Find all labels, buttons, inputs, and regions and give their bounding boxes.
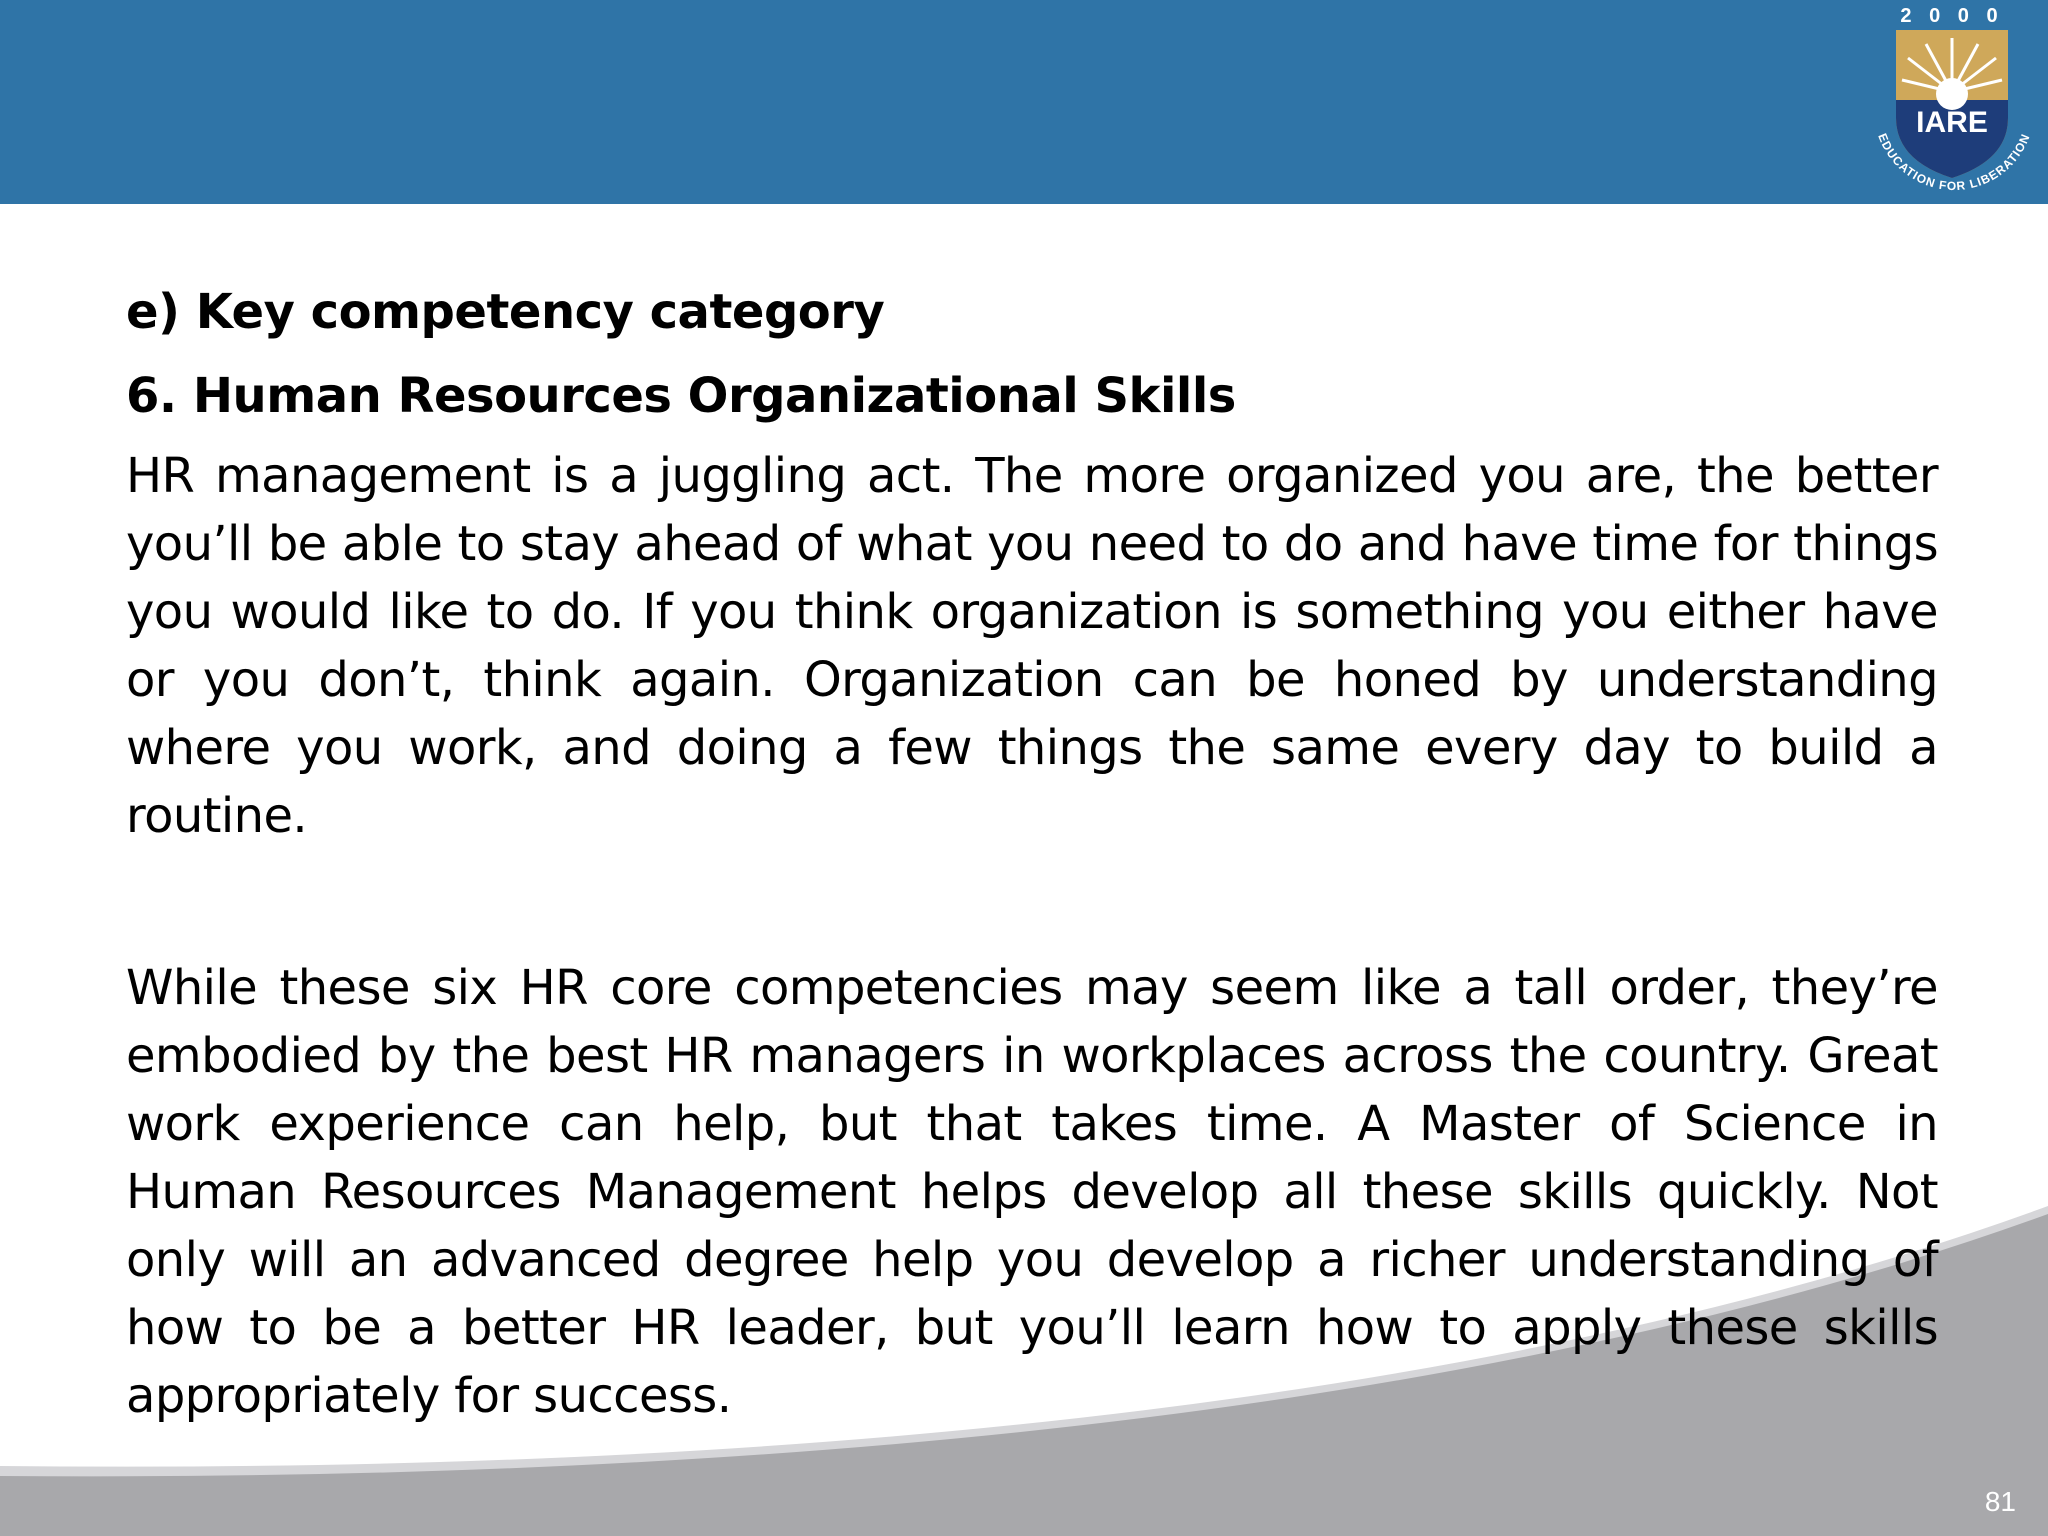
logo-year: 2 0 0 0	[1900, 5, 2004, 27]
paragraph-organizational-skills: HR management is a juggling act. The more organized you are, the better you’ll be able to stay ahead of what you need to do and have time for things you would like to do. If you think organization is something you either have or you don’t, think again. Organization can be honed by understanding where you work, and doing a few things the same every day to build a routine.	[126, 448, 1938, 844]
section-heading: e) Key competency category	[126, 284, 885, 340]
slide-content	[126, 284, 1938, 1430]
logo-name: IARE	[1916, 106, 1988, 139]
paragraph-conclusion: While these six HR core competencies may seem like a tall order, they’re embodied by the best HR managers in workplaces across the country. Great work experience can help, but that takes time. A Master of Science in Human Resources Management helps develop all these skills quickly. Not only will an advanced degree help you develop a richer understanding of how to be a better HR leader, but you’ll learn how to apply these skills appropriately for success.	[126, 960, 1938, 1424]
logo-tagline: EDUCATION FOR LIBERATION	[1875, 131, 2033, 194]
page-number: 81	[1984, 1486, 2016, 1517]
top-banner	[0, 0, 2048, 204]
iare-logo	[1856, 0, 2048, 204]
iare-logo-graphic	[1856, 0, 2048, 204]
subsection-heading: 6. Human Resources Organizational Skills	[126, 368, 1236, 424]
